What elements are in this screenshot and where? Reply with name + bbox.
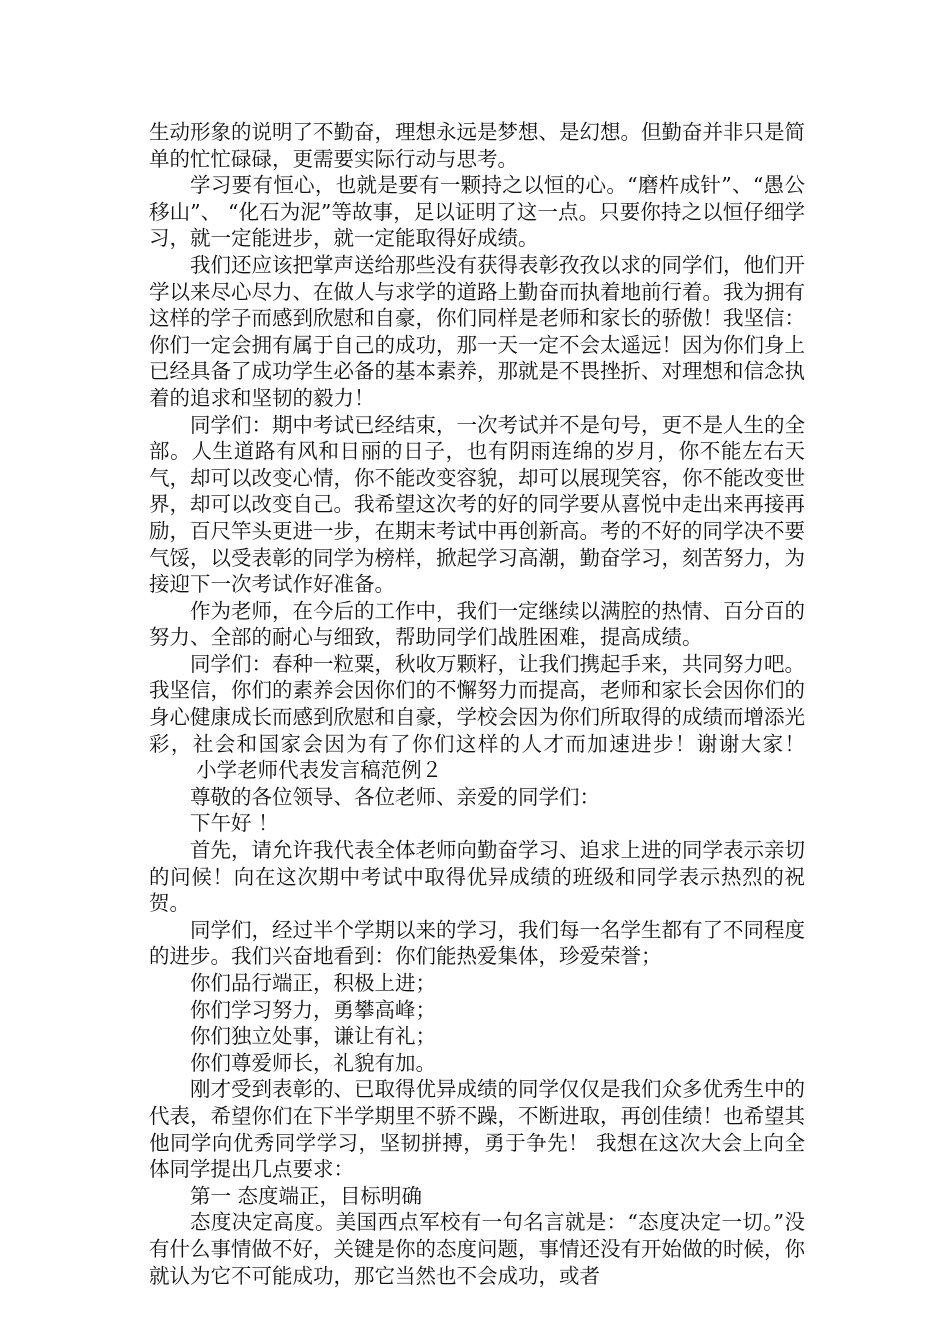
list-line-1: 你们品行端正，积极上进； bbox=[190, 971, 436, 995]
paragraph-5: 作为老师，在今后的工作中，我们一定继续以满腔的热情、百分百的努力、全部的耐心与细致，帮助同学们战胜困难，提高成绩。 bbox=[149, 598, 805, 650]
greeting: 下午好 ！ bbox=[190, 811, 279, 836]
paragraph-15: 刚才受到表彰的、已取得优异成绩的同学仅仅是我们众多优秀生中的代表，希望你们在下半学期里不骄不躁，不断进取，再创佳绩！也希望其他同学向优秀同学学习，坚韧拼搏，勇于争先！ 我想在这次大会上向全体同学提出几点要求： bbox=[149, 1077, 805, 1182]
paragraph-4: 同学们：期中考试已经结束，一次考试并不是句号，更不是人生的全部。人生道路有风和日丽的日子，也有阴雨连绵的岁月，你不能左右天气，却可以改变心情，你不能改变容貌，却可以展现笑容，你不能改变世界，却可以改变自己。我希望这次考的好的同学要从喜悦中走出来再接再励，百尺竿头更进一步，在期末考试中再创新高。考的不好的同学决不要气馁，以受表彰的同学为榜样，掀起学习高潮，勤奋学习，刻苦努力，为接迎下一次考试作好准备。 bbox=[149, 412, 805, 597]
paragraph-6-text: 同学们：春种一粒粟，秋收万颗籽，让我们携起手来，共同努力吧。我坚信，你们的素养会因你们的不懈努力而提高，老师和家长会因你们的身心健康成长而感到欣慰和自豪，学校会因为你们所取得的成绩而增添光彩，社会和国家会因为有了你们这样的人才而加速进步！谢谢大家！ bbox=[149, 651, 805, 756]
section-title: 小学老师代表发言稿范例２ bbox=[196, 758, 443, 783]
paragraph-9: 首先，请允许我代表全体老师向勤奋学习、追求上进的同学表示亲切的问候！向在这次期中考试中取得优异成绩的班级和同学表示热烈的祝贺。 bbox=[149, 838, 805, 916]
salutation: 尊敬的各位领导、各位老师、亲爱的同学们： bbox=[190, 784, 600, 809]
list-line-3: 你们独立处事，谦让有礼； bbox=[190, 1024, 436, 1049]
subheading-1: 第一 态度端正，目标明确 bbox=[190, 1183, 423, 1208]
paragraph-17: 态度决定高度。美国西点军校有一句名言就是：“态度决定一切。”没有什么事情做不好，关键是你的态度问题，事情还没有开始做的时候，你就认为它不可能成功，那它当然也不会成功，或者 bbox=[149, 1210, 805, 1288]
list-line-4: 你们尊爱师长，礼貌有加。 bbox=[190, 1050, 436, 1075]
paragraph-2: 学习要有恒心，也就是要有一颗持之以恒的心。“磨杵成针”、“愚公移山”、 “化石为泥”等故事，足以证明了这一点。只要你持之以恒仔细学习，就一定能进步，就一定能取得好成绩。 bbox=[149, 173, 805, 251]
document-page bbox=[149, 119, 805, 1289]
paragraph-3: 我们还应该把掌声送给那些没有获得表彰孜孜以求的同学们，他们开学以来尽心尽力、在做人与求学的道路上勤奋而执着地前行着。我为拥有这样的学子而感到欣慰和自豪，你们同样是老师和家长的骄傲！我坚信：你们一定会拥有属于自己的成功，那一天一定不会太遥远！因为你们身上已经具备了成功学生必备的基本素养，那就是不畏挫折、对理想和信念执着的追求和坚韧的毅力！ bbox=[149, 252, 805, 410]
paragraph-6 bbox=[149, 651, 805, 784]
paragraph-1: 生动形象的说明了不勤奋，理想永远是梦想、是幻想。但勤奋并非只是简单的忙忙碌碌，更需要实际行动与思考。 bbox=[149, 120, 805, 171]
list-line-2: 你们学习努力，勇攀高峰； bbox=[190, 997, 436, 1022]
paragraph-10: 同学们，经过半个学期以来的学习，我们每一名学生都有了不同程度的进步。我们兴奋地看到：你们能热爱集体，珍爱荣誉； bbox=[149, 917, 805, 969]
